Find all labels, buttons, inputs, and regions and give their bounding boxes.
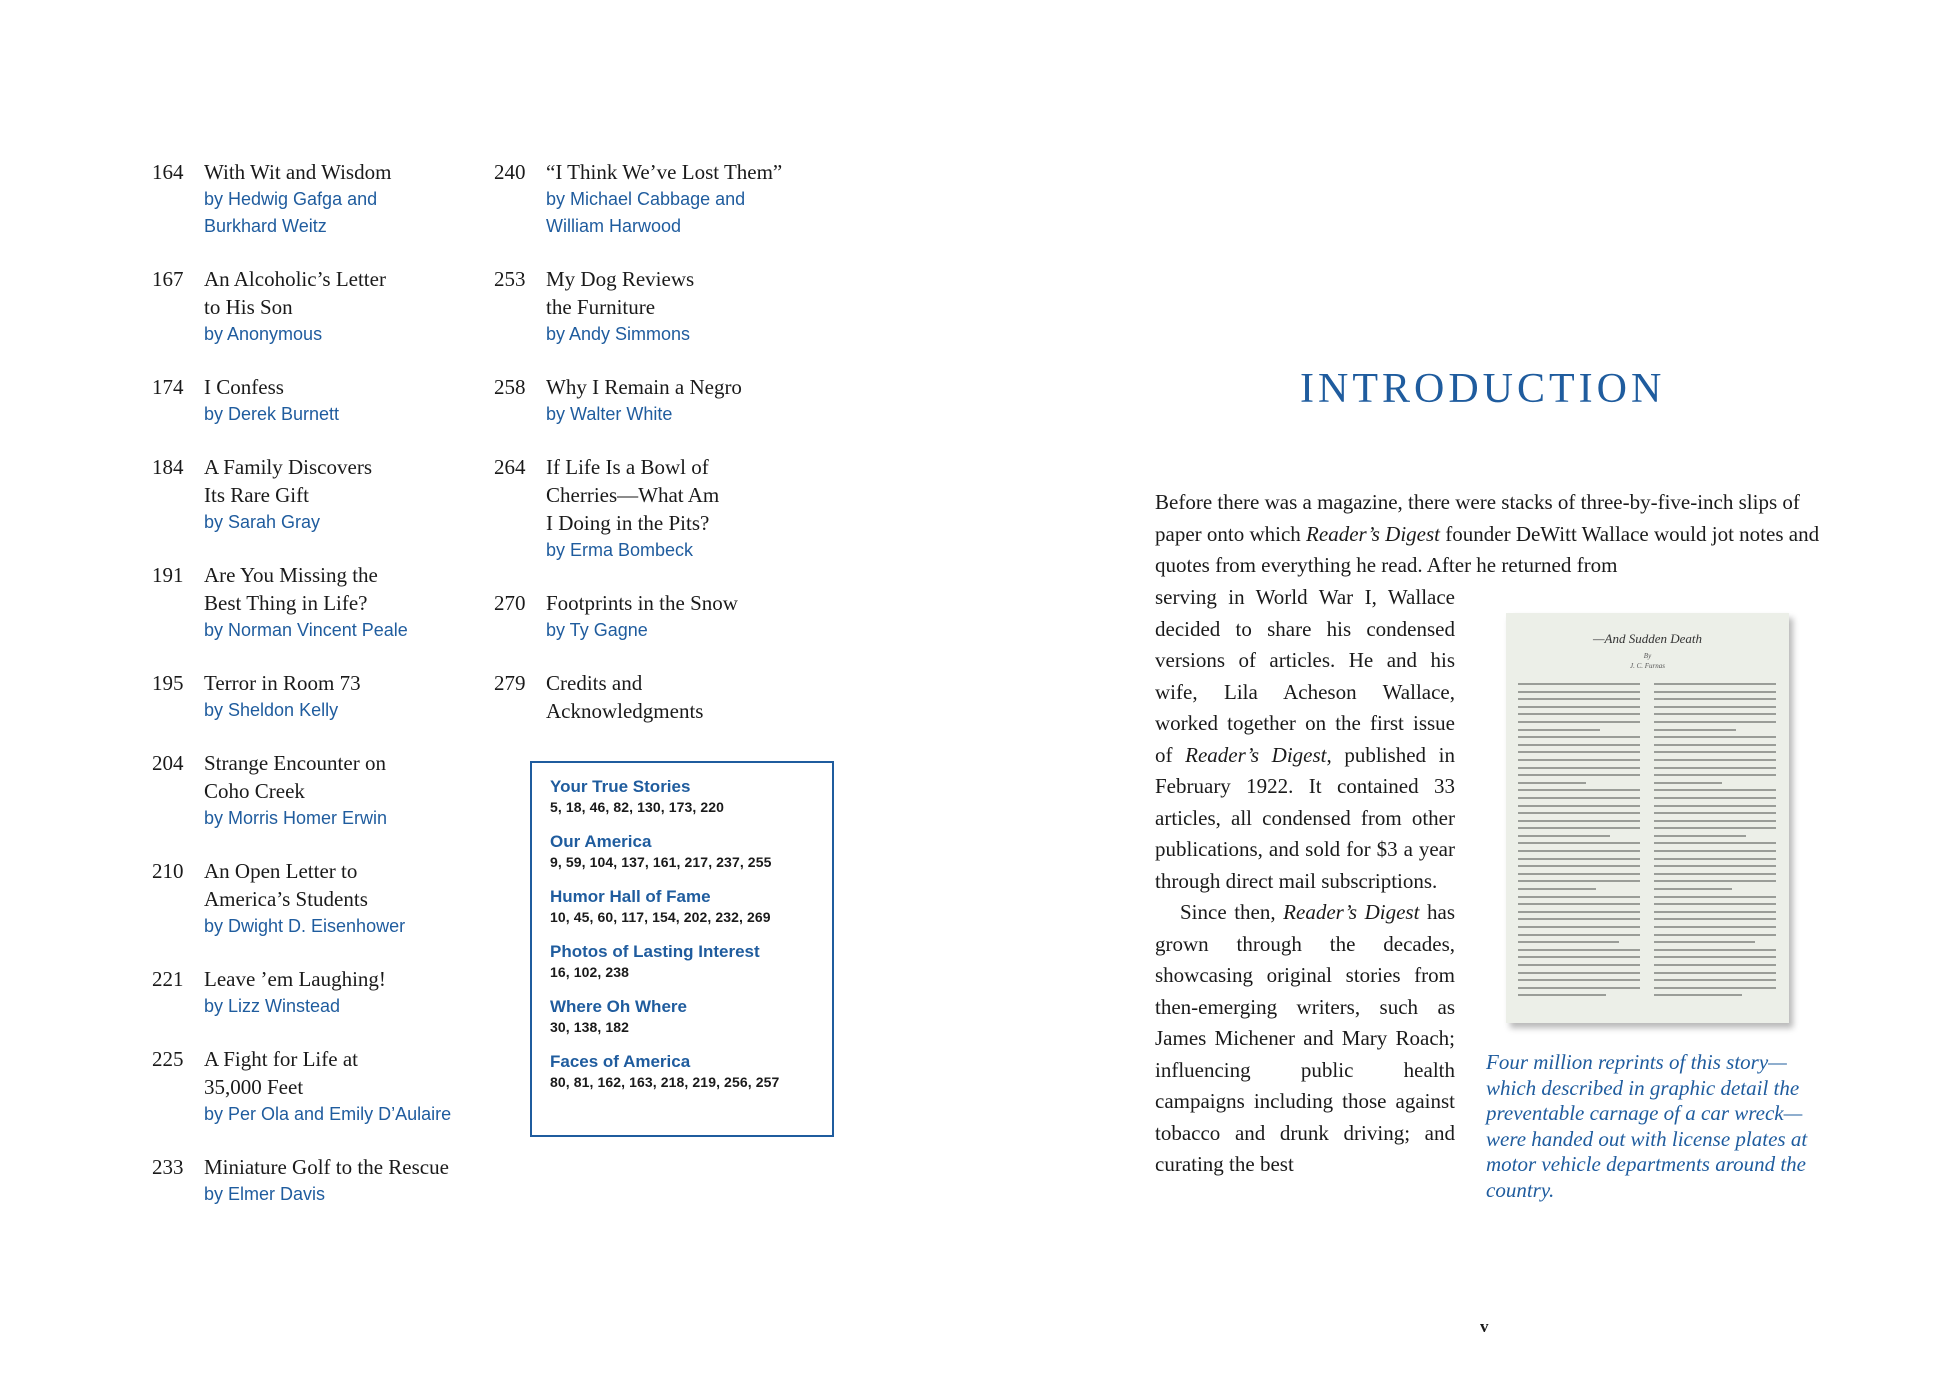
toc-author-line: by Per Ola and Emily D’Aulaire [204,1104,452,1124]
page-number: v [1480,1317,1489,1336]
clipping-text-line [1518,683,1640,685]
toc-entry [494,669,834,725]
clipping-text-line [1654,873,1776,875]
page-title: INTRODUCTION [1300,366,1666,412]
clipping-text-line [1518,706,1640,708]
clipping-text-line [1654,888,1732,890]
toc-author-line: by Erma Bombeck [546,540,694,560]
toc-entry [494,453,834,564]
toc-entry [152,1153,492,1208]
toc-title-line: America’s Students [204,887,368,911]
image-caption: Four million reprints of this story—which described in graphic detail the preventable carnage of a car wreck—were handed out with license plates at motor vehicle departments around the country. [1486,1050,1808,1202]
toc-author-line: by Andy Simmons [546,324,691,344]
toc-page-number: 258 [494,375,526,399]
toc-title-line: A Fight for Life at [204,1047,358,1071]
clipping-text-line [1654,759,1776,761]
clipping-text-line [1518,698,1640,700]
clipping-text-line [1654,820,1776,822]
feature-section [550,831,816,872]
clipping-text-line [1654,994,1742,996]
clipping-text-line [1518,994,1606,996]
toc-column-right [494,158,834,747]
clipping-text-line [1518,767,1640,769]
clipping-text-line [1654,880,1776,882]
clipping-text-line [1654,782,1722,784]
clipping-text-line [1518,751,1640,753]
clipping-text-line [1518,987,1640,989]
toc-title-line: An Alcoholic’s Letter [204,267,386,291]
clipping-text-line [1654,956,1776,958]
clipping-text-line [1654,850,1776,852]
clipping-text-line [1518,805,1640,807]
toc-entry [152,373,492,428]
toc-entry [152,1045,492,1128]
toc-author-line: by Hedwig Gafga and [204,189,378,209]
toc-page-number: 253 [494,267,526,291]
clipping-text-line [1518,949,1640,951]
toc-title-line: Miniature Golf to the Rescue [204,1155,449,1179]
clipping-text-line [1518,835,1610,837]
toc-page-number: 264 [494,455,526,479]
intro-paragraph-1-cont: serving in World War I, Wallace decided to share his condensed versions of articles. He and his wife, Lila Acheson Wallace, worked together on the first issue of Reader’s Digest, published in February 1922. It contained 33 articles, all condensed from other publications, and sold for $3 a year through direct mail subscriptions. [1155,585,1455,893]
toc-title-line: Strange Encounter on [204,751,386,775]
toc-author-line: by Elmer Davis [204,1184,326,1204]
clipping-text-line [1518,896,1640,898]
clipping-text-line [1518,873,1640,875]
toc-title-line: 35,000 Feet [204,1075,304,1099]
clipping-text-line [1654,835,1746,837]
clipping-text-line [1654,774,1776,776]
feature-pages: 9, 59, 104, 137, 161, 217, 237, 255 [550,854,772,870]
toc-page-number: 204 [152,751,184,775]
toc-page-number: 240 [494,160,526,184]
toc-page-number: 191 [152,563,184,587]
feature-name: Our America [550,832,652,851]
clipping-text-line [1654,812,1776,814]
clipping-text-line [1518,827,1640,829]
toc-title-line: I Doing in the Pits? [546,511,710,535]
clipping-byline [1506,651,1789,671]
toc-author-line: by Norman Vincent Peale [204,620,408,640]
toc-page-number: 221 [152,967,184,991]
feature-section [550,941,816,982]
clipping-text-line [1654,805,1776,807]
toc-entry [152,857,492,940]
clipping-text-line [1518,934,1640,936]
clipping-text-line [1654,706,1776,708]
clipping-text-line [1518,820,1640,822]
clipping-text-line [1518,880,1640,882]
toc-title-line: I Confess [204,375,284,399]
clipping-text-line [1654,827,1776,829]
toc-title-line: the Furniture [546,295,656,319]
feature-name: Where Oh Where [550,997,687,1016]
toc-author-line: by Lizz Winstead [204,996,341,1016]
toc-author-line: by Derek Burnett [204,404,340,424]
clipping-text-line [1518,789,1640,791]
intro-text-column [1155,582,1455,1181]
toc-title-line: My Dog Reviews [546,267,695,291]
feature-name: Your True Stories [550,777,691,796]
clipping-text-line [1518,744,1640,746]
feature-pages: 16, 102, 238 [550,964,630,980]
toc-page-number: 164 [152,160,184,184]
clipping-text-line [1518,911,1640,913]
clipping-title: —And Sudden Death [1592,631,1703,646]
clipping-text-line [1518,918,1640,920]
clipping-text-line [1518,956,1640,958]
clipping-by: By [1643,652,1652,660]
toc-page-number: 270 [494,591,526,615]
clipping-text-line [1654,972,1776,974]
toc-title-line: If Life Is a Bowl of [546,455,709,479]
clipping-text-line [1654,736,1776,738]
clipping-text-line [1654,934,1776,936]
feature-name: Photos of Lasting Interest [550,942,760,961]
clipping-text-line [1518,842,1640,844]
toc-page-number: 233 [152,1155,184,1179]
clipping-text-line [1654,941,1755,943]
toc-entry [152,669,492,724]
feature-name: Faces of America [550,1052,691,1071]
clipping-text-line [1654,683,1776,685]
clipping-text-columns [1518,683,1776,1003]
toc-entry [494,158,834,240]
toc-page-number: 167 [152,267,184,291]
toc-entry [152,749,492,832]
clipping-text-line [1518,713,1640,715]
toc-title-line: “I Think We’ve Lost Them” [546,160,783,184]
feature-pages: 80, 81, 162, 163, 218, 219, 256, 257 [550,1074,780,1090]
toc-title-line: Credits and [546,671,643,695]
toc-page-number: 195 [152,671,184,695]
clipping-column-left [1518,683,1640,1002]
clipping-text-line [1518,858,1640,860]
toc-entry [152,561,492,644]
toc-title-line: Coho Creek [204,779,305,803]
clipping-text-line [1654,797,1776,799]
clipping-text-line [1654,767,1776,769]
clipping-text-line [1654,698,1776,700]
clipping-text-line [1518,926,1640,928]
clipping-text-line [1654,744,1776,746]
intro-paragraph-1: Before there was a magazine, there were stacks of three-by-five-inch slips of paper onto which Reader’s Digest founder DeWitt Wallace would jot notes and quotes from everything he read. After he returned from [1155,490,1820,577]
toc-author-line: by Dwight D. Eisenhower [204,916,406,936]
toc-author-line: by Ty Gagne [546,620,648,640]
toc-title-line: Its Rare Gift [204,483,309,507]
feature-pages: 5, 18, 46, 82, 130, 173, 220 [550,799,725,815]
clipping-text-line [1654,865,1776,867]
toc-title-line: A Family Discovers [204,455,372,479]
toc-page-number: 279 [494,671,526,695]
toc-title-line: Acknowledgments [546,699,704,723]
toc-author-line: by Anonymous [204,324,323,344]
toc-entry [494,265,834,348]
toc-page-number: 225 [152,1047,184,1071]
clipping-text-line [1518,729,1600,731]
clipping-text-line [1654,911,1776,913]
clipping-text-line [1518,774,1640,776]
clipping-text-line [1654,987,1776,989]
toc-page-number: 174 [152,375,184,399]
clipping-text-line [1654,918,1776,920]
clipping-text-line [1654,926,1776,928]
feature-section [550,886,816,927]
toc-author-line: by Sheldon Kelly [204,700,339,720]
clipping-text-line [1518,941,1619,943]
clipping-text-line [1518,691,1640,693]
toc-author-line: by Michael Cabbage and [546,189,746,209]
feature-section [550,1051,816,1092]
toc-entry [494,589,834,644]
feature-section [550,776,816,817]
clipping-text-line [1654,858,1776,860]
toc-author-line: by Sarah Gray [204,512,321,532]
clipping-text-line [1654,964,1776,966]
toc-page-number: 210 [152,859,184,883]
toc-title-line: With Wit and Wisdom [204,160,392,184]
toc-title-line: Leave ’em Laughing! [204,967,386,991]
toc-entry [152,158,492,240]
clipping-text-line [1518,797,1640,799]
feature-pages: 30, 138, 182 [550,1019,630,1035]
toc-title-line: to His Son [204,295,293,319]
toc-author-line: William Harwood [546,216,682,236]
toc-title-line: An Open Letter to [204,859,358,883]
toc-page-number: 184 [152,455,184,479]
clipping-text-line [1518,964,1640,966]
toc-author-line: Burkhard Weitz [204,216,327,236]
clipping-text-line [1654,949,1776,951]
toc-author-line: by Morris Homer Erwin [204,808,388,828]
clipping-text-line [1518,812,1640,814]
clipping-text-line [1654,751,1776,753]
clipping-text-line [1654,789,1776,791]
feature-pages: 10, 45, 60, 117, 154, 202, 232, 269 [550,909,771,925]
clipping-text-line [1654,903,1776,905]
toc-title-line: Terror in Room 73 [204,671,361,695]
clipping-text-line [1654,721,1776,723]
clipping-column-right [1654,683,1776,1002]
toc-title-line: Why I Remain a Negro [546,375,742,399]
clipping-text-line [1654,691,1776,693]
article-clipping-image [1506,613,1789,1023]
clipping-author: J. C. Furnas [1630,662,1665,670]
toc-entry [494,373,834,428]
clipping-text-line [1654,896,1776,898]
toc-title-line: Best Thing in Life? [204,591,368,615]
feature-name: Humor Hall of Fame [550,887,711,906]
toc-entry [152,965,492,1020]
clipping-text-line [1518,972,1640,974]
clipping-text-line [1518,979,1640,981]
clipping-text-line [1654,979,1776,981]
feature-section [550,996,816,1037]
toc-title-line: Cherries—What Am [546,483,720,507]
clipping-text-line [1654,713,1776,715]
clipping-text-line [1518,736,1640,738]
toc-title-line: Footprints in the Snow [546,591,738,615]
clipping-text-line [1518,888,1596,890]
toc-entry [152,453,492,536]
clipping-text-line [1518,850,1640,852]
toc-entry [152,265,492,348]
clipping-text-line [1518,759,1640,761]
clipping-text-line [1518,721,1640,723]
clipping-text-line [1654,842,1776,844]
clipping-text-line [1518,865,1640,867]
toc-author-line: by Walter White [546,404,673,424]
features-box [530,761,834,1137]
intro-paragraph-2: Since then, Reader’s Digest has grown through the decades, showcasing original stories from then-emerging writers, such as James Michener and Mary Roach; influencing public health campaigns including those against tobacco and drunk driving; and curating the best [1155,900,1455,1176]
toc-column-left [152,158,492,1233]
toc-title-line: Are You Missing the [204,563,378,587]
clipping-text-line [1518,782,1586,784]
clipping-text-line [1518,903,1640,905]
clipping-text-line [1654,729,1736,731]
